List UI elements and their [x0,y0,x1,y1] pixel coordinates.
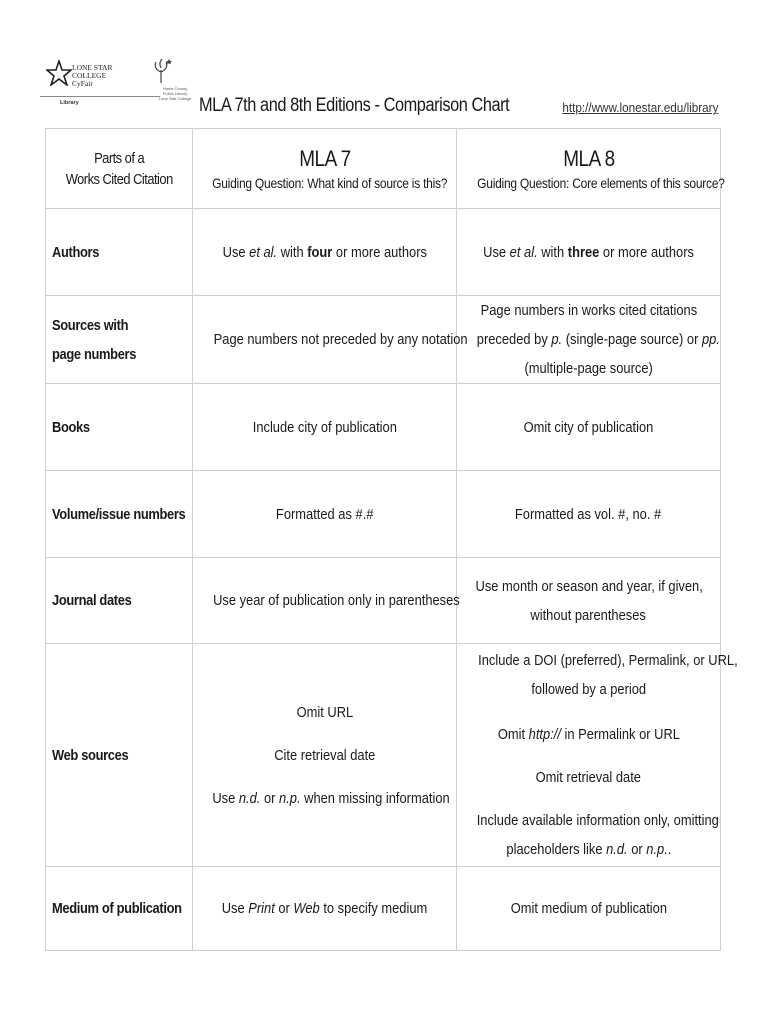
cell-mla8-web: Include a DOI (preferred), Permalink, or URL, followed by a period Omit http:// in Permalink or URL Omit retrieval date Include available information only, omitting placeholders like n.d. or n.p.. [457,644,721,867]
cell-mla7-books: Include city of publication [193,384,457,471]
star-icon [46,60,72,86]
partner-caption: Harris County Public Library Lone Star College [158,86,192,101]
row-label-journal: Journal dates [46,558,193,644]
cell-mla7-web: Omit URL Cite retrieval date Use n.d. or n.p. when missing information [193,644,457,867]
table-row [46,558,721,644]
cell-mla8-books: Omit city of publication [457,384,721,471]
row-label-web: Web sources [46,644,193,867]
table-row [46,867,721,951]
parts-header: Parts of a Works Cited Citation [46,129,193,209]
row-label-authors: Authors [46,209,193,296]
cell-mla7-journal: Use year of publication only in parentheses [193,558,457,644]
logo-divider [40,96,160,97]
logo-wordmark: LONE STAR COLLEGE CyFair [72,63,113,88]
logo-caption: Library [60,100,79,106]
comparison-table [45,128,738,951]
table-row [46,644,721,867]
page-title: MLA 7th and 8th Editions - Comparison Chart [199,95,510,116]
cell-mla8-sources: Page numbers in works cited citations preceded by p. (single-page source) or pp. (multiple-page source) [457,296,721,384]
mla8-header: MLA 8 Guiding Question: Core elements of this source? [457,129,721,209]
table-row [46,384,721,471]
tree-icon [150,58,172,84]
cell-mla8-journal: Use month or season and year, if given, without parentheses [457,558,721,644]
cell-mla7-medium: Use Print or Web to specify medium [193,867,457,951]
library-link[interactable]: http://www.lonestar.edu/library [561,100,718,115]
row-label-medium: Medium of publication [46,867,193,951]
cell-mla7-authors: Use et al. with four or more authors [193,209,457,296]
header-row [46,129,721,209]
mla7-header: MLA 7 Guiding Question: What kind of source is this? [193,129,457,209]
lone-star-college-logo [40,58,192,110]
cell-mla8-authors: Use et al. with three or more authors [457,209,721,296]
table-row [46,296,721,384]
row-label-books: Books [46,384,193,471]
cell-mla8-medium: Omit medium of publication [457,867,721,951]
cell-mla8-volume: Formatted as vol. #, no. # [457,471,721,558]
table-row [46,209,721,296]
row-label-sources: Sources with page numbers [46,296,193,384]
cell-mla7-sources: Page numbers not preceded by any notation [193,296,457,384]
cell-mla7-volume: Formatted as #.# [193,471,457,558]
table-row [46,471,721,558]
row-label-volume: Volume/issue numbers [46,471,193,558]
